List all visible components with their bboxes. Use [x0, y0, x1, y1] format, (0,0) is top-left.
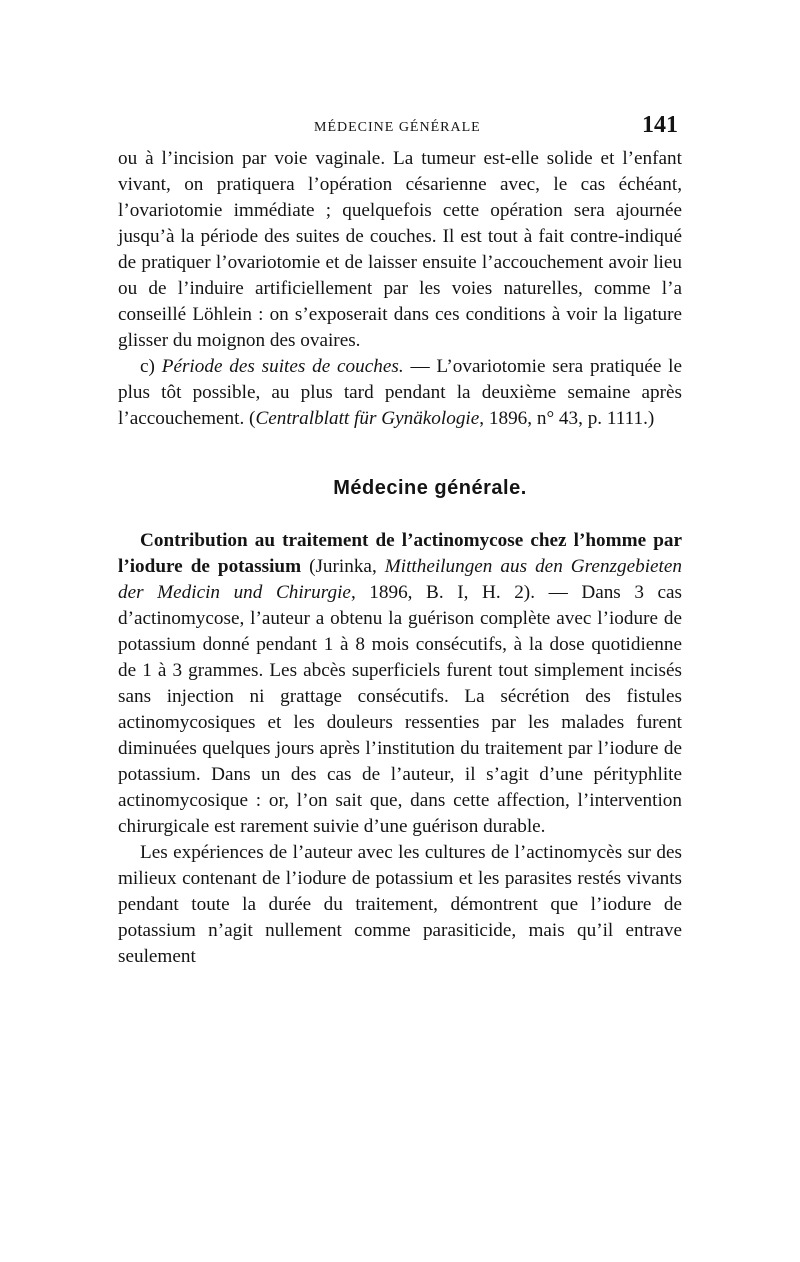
- paragraph: Les expériences de l’auteur avec les cultures de l’actinomycès sur des milieux contenant de l’iodure de potassium et les parasites restés vivants pendant toute la durée du traitement, démontrent que l’iodure de potassium n’agit nullement comme parasiticide, mais qu’il entrave seulement: [118, 842, 682, 967]
- source-citation: , 1896, n° 43, p. 1111.): [479, 408, 655, 429]
- text-column: [118, 146, 682, 970]
- article-paragraph: [118, 528, 682, 840]
- list-marker: c): [140, 356, 162, 377]
- article-ref-open: (Jurinka,: [301, 556, 385, 577]
- page-number: 141: [642, 112, 678, 138]
- paragraph: ou à l’incision par voie vaginale. La tumeur est-elle solide et l’enfant vivant, on pratiquera l’opération césarienne avec, le cas échéant, l’ovariotomie immédiate ; quelquefois cette opération sera ajournée jusqu’à la période des suites de couches. Il est tout à fait contre-indiqué de pratiquer l’ovariotomie et de laisser ensuite l’accouchement avoir lieu ou de l’induire artificiellement par les voies naturelles, comme l’a conseillé Löhlein : on s’exposerait dans ces conditions à voir la ligature glisser du moignon des ovaires.: [118, 148, 682, 351]
- article-journal: Mittheilungen aus den Grenzgebieten der Medicin und Chirurgie: [118, 556, 682, 603]
- source-journal: Centralblatt für Gynäkologie: [255, 408, 480, 429]
- paragraph-text: — L’ovariotomie sera pratiquée le plus tôt possible, au plus tard pendant la deuxième semaine après l’accouchement. (: [118, 356, 683, 429]
- paragraph-postpartum: [118, 354, 682, 432]
- section-heading: Médecine générale.: [333, 477, 527, 499]
- page-header: [118, 112, 680, 142]
- paragraph-text: — Dans 3 cas d’actinomycose, l’auteur a obtenu la guérison complète avec l’iodure de potassium donné pendant 1 à 8 mois consécutifs, à la dose quotidienne de 1 à 3 grammes. Les abcès superficiels furent tout simplement incisés sans injection ni grattage consécutifs. La sécrétion des fistules actinomycosiques et les douleurs ressenties par les malades furent diminuées quelques jours après l’institution du traitement par l’iodure de potassium. Dans un des cas de l’auteur, il s’agit d’une pérityphlite actinomycosique : or, l’on sait que, dans cette affection, l’intervention chirurgicale est rarement suivie d’une guérison durable.: [118, 582, 683, 837]
- article-title: Contribution au traitement de l’actinomycose chez l’homme par l’iodure de potassium: [118, 530, 682, 577]
- subsection-heading: Période des suites de couches.: [161, 356, 404, 377]
- running-title: MÉDECINE GÉNÉRALE: [314, 120, 481, 135]
- article-ref-close: , 1896, B. I, H. 2).: [350, 582, 535, 603]
